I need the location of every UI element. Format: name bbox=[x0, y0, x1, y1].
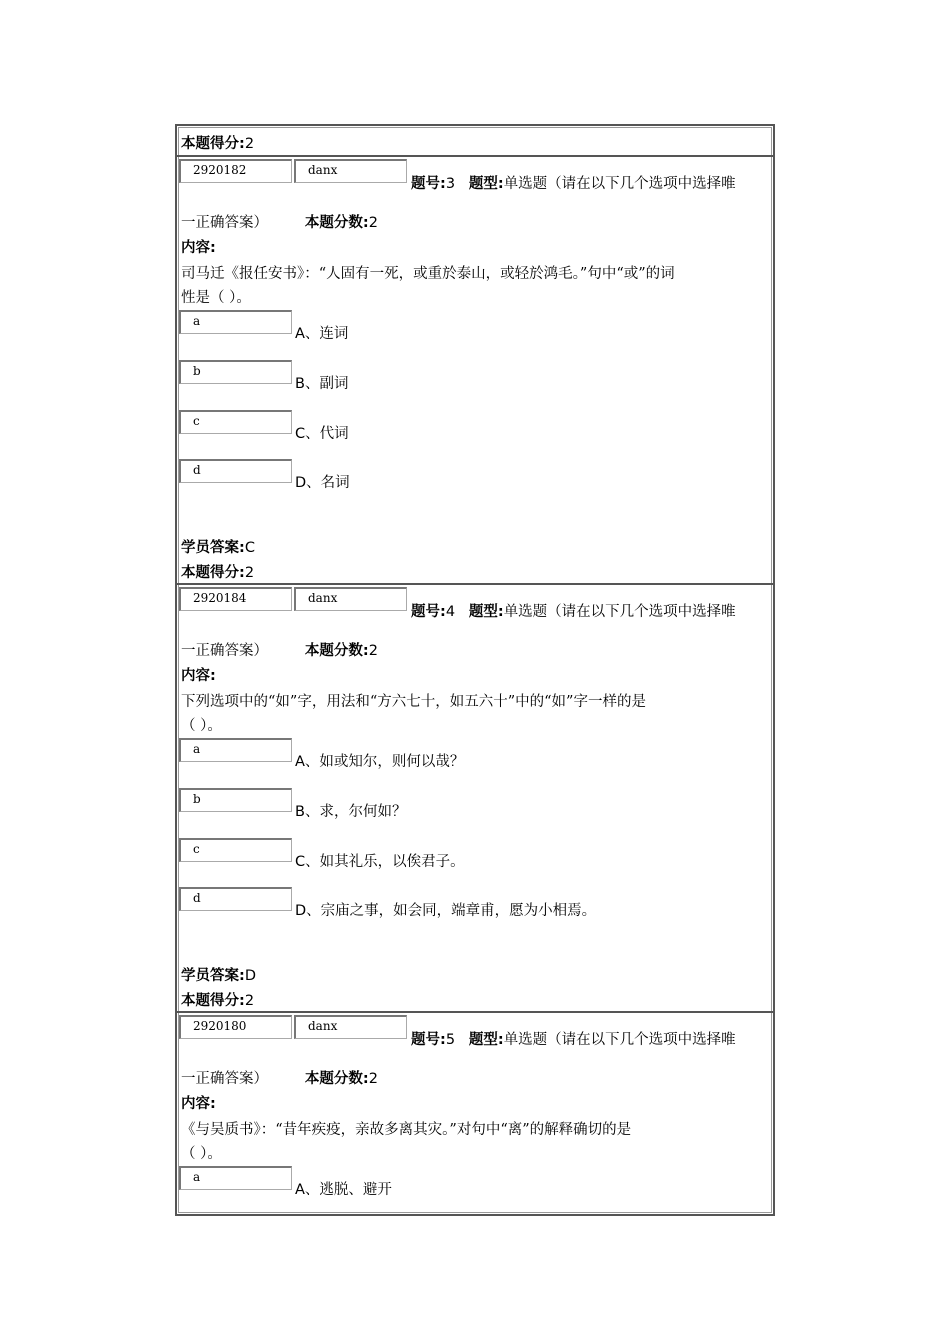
content-label: 内容: bbox=[181, 1096, 216, 1112]
question-type-cont: 一正确答案） 本题分数:2 bbox=[181, 1071, 378, 1087]
question-score: 本题得分:2 bbox=[181, 565, 255, 581]
question-header: 题号:4 题型:单选题（请在以下几个选项中选择唯 bbox=[411, 604, 736, 620]
question-type-cont: 一正确答案） 本题分数:2 bbox=[181, 643, 378, 659]
content-text-line1: 《与吴质书》：“昔年疾疫，亲故多离其灾。”对句中“离”的解释确切的是 bbox=[181, 1122, 632, 1138]
student-answer: 学员答案:D bbox=[181, 968, 256, 984]
student-answer: 学员答案:C bbox=[181, 540, 255, 556]
option-d-input[interactable]: d bbox=[179, 887, 292, 911]
option-c-input[interactable]: c bbox=[179, 838, 292, 862]
content-label: 内容: bbox=[181, 240, 216, 256]
content-text-line2: 性是（ ）。 bbox=[181, 290, 251, 306]
option-d-input[interactable]: d bbox=[179, 459, 292, 483]
option-a-input[interactable]: a bbox=[179, 310, 292, 334]
option-b-label: B、求，尔何如？ bbox=[295, 804, 407, 820]
option-a-label: A、如或知尔，则何以哉？ bbox=[295, 754, 465, 770]
content-label: 内容: bbox=[181, 668, 216, 684]
separator bbox=[177, 583, 773, 585]
content-text-line1: 司马迁《报任安书》：“人固有一死，或重於泰山，或轻於鸿毛。”句中“或”的词 bbox=[181, 266, 675, 282]
question-type-cont: 一正确答案） 本题分数:2 bbox=[181, 215, 378, 231]
separator bbox=[177, 1011, 773, 1013]
option-c-label: C、代词 bbox=[295, 426, 349, 442]
frame-inner-border bbox=[178, 127, 772, 1213]
question-id-field[interactable]: 2920180 bbox=[179, 1015, 292, 1039]
question-header: 题号:3 题型:单选题（请在以下几个选项中选择唯 bbox=[411, 176, 736, 192]
option-d-label: D、宗庙之事，如会同，端章甫，愿为小相焉。 bbox=[295, 903, 597, 919]
option-a-input[interactable]: a bbox=[179, 738, 292, 762]
exam-frame bbox=[175, 124, 775, 1216]
option-a-input[interactable]: a bbox=[179, 1166, 292, 1190]
content-text-line2: （ ）。 bbox=[181, 718, 222, 734]
option-a-label: A、连词 bbox=[295, 326, 349, 342]
option-b-label: B、副词 bbox=[295, 376, 349, 392]
option-c-label: C、如其礼乐，以俟君子。 bbox=[295, 854, 465, 870]
content-text-line2: （ ）。 bbox=[181, 1146, 222, 1162]
question-code-field[interactable]: danx bbox=[294, 1015, 407, 1039]
question-code-field[interactable]: danx bbox=[294, 159, 407, 183]
option-a-label: A、逃脱、避开 bbox=[295, 1182, 392, 1198]
option-c-input[interactable]: c bbox=[179, 410, 292, 434]
question-score: 本题得分:2 bbox=[181, 993, 255, 1009]
option-b-input[interactable]: b bbox=[179, 360, 292, 384]
option-b-input[interactable]: b bbox=[179, 788, 292, 812]
question-id-field[interactable]: 2920182 bbox=[179, 159, 292, 183]
question-header: 题号:5 题型:单选题（请在以下几个选项中选择唯 bbox=[411, 1032, 736, 1048]
content-text-line1: 下列选项中的“如”字，用法和“方六七十，如五六十”中的“如”字一样的是 bbox=[181, 694, 646, 710]
question-code-field[interactable]: danx bbox=[294, 587, 407, 611]
question-id-field[interactable]: 2920184 bbox=[179, 587, 292, 611]
top-score: 本题得分:2 bbox=[181, 136, 255, 152]
separator bbox=[177, 155, 773, 157]
option-d-label: D、名词 bbox=[295, 475, 350, 491]
